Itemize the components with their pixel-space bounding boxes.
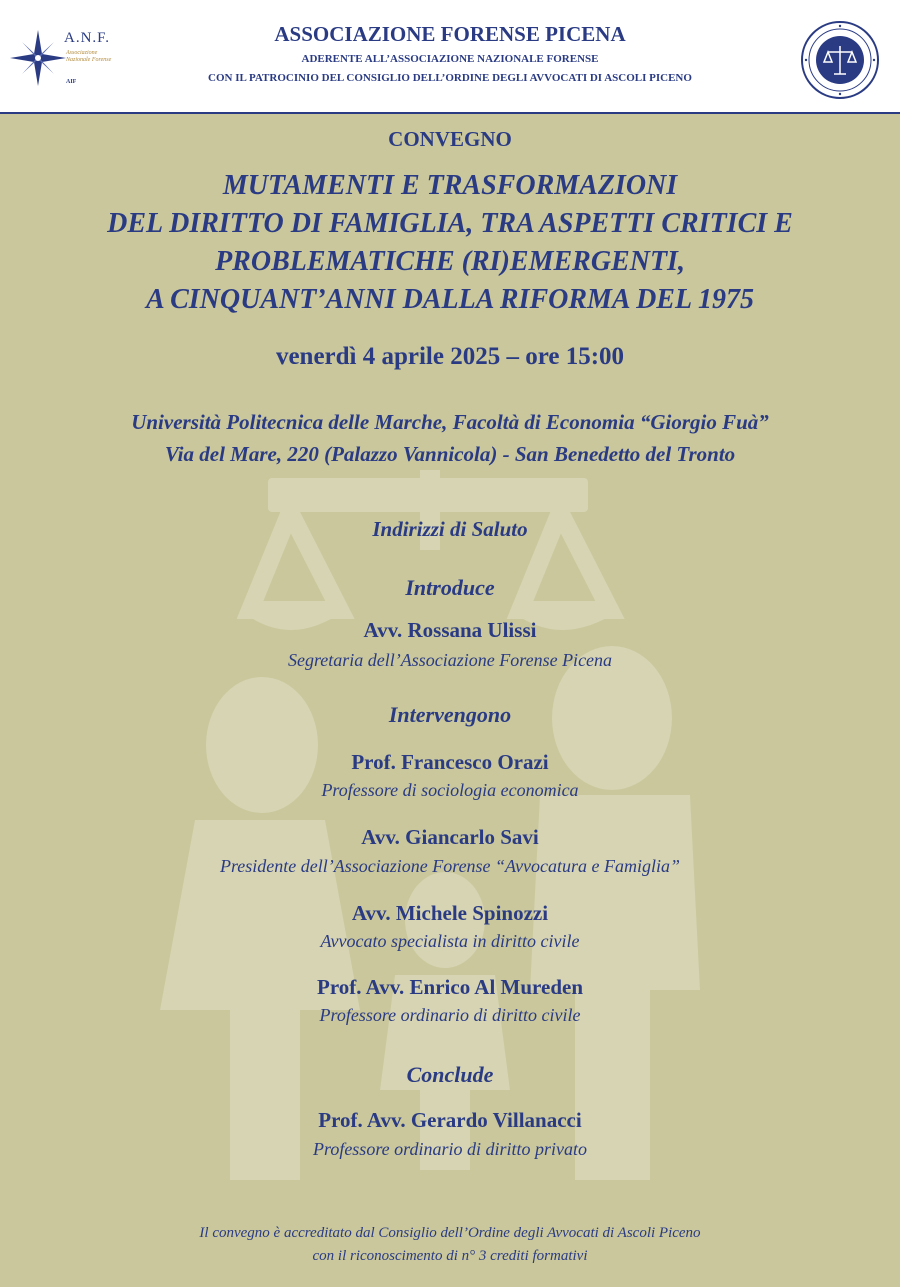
speaker-role: Presidente dell’Associazione Forense “Avvocatura e Famiglia” [219,856,681,876]
accreditation-line-2: con il riconoscimento di n° 3 crediti formativi [312,1248,588,1264]
speaker-role: Professore ordinario di diritto civile [319,1005,581,1025]
speaker-name: Prof. Avv. Enrico Al Mureden [317,975,583,999]
event-title-line-4: A CINQUANT’ANNI DALLA RIFORMA DEL 1975 [145,284,755,315]
speaker-role: Professore di sociologia economica [321,780,579,800]
header-line-2: CON IL PATROCINIO DEL CONSIGLIO DELL’ORDINE DEGLI AVVOCATI DI ASCOLI PICENO [208,72,692,84]
accreditation-line-1: Il convegno è accreditato dal Consiglio dell’Ordine degli Avvocati di Ascoli Piceno [199,1225,701,1241]
anf-logo-tag: AIF [66,79,77,85]
introduce-label: Introduce [405,575,495,600]
concluder-role: Professore ordinario di diritto privato [312,1139,587,1159]
anf-logo-text: A.N.F. [64,30,111,46]
event-title-line-1: MUTAMENTI E TRASFORMAZIONI [222,170,678,201]
speaker-role: Avvocato specialista in diritto civile [320,931,580,951]
header-bar [0,0,900,112]
venue-line-1: Università Politecnica delle Marche, Facoltà di Economia “Giorgio Fuà” [131,410,769,434]
event-date: venerdì 4 aprile 2025 – ore 15:00 [275,343,625,370]
header-divider [0,112,900,114]
event-title-line-2: DEL DIRITTO DI FAMIGLIA, TRA ASPETTI CRITICI E [107,208,793,239]
speaker-name: Avv. Michele Spinozzi [351,901,549,925]
venue-line-2: Via del Mare, 220 (Palazzo Vannicola) - San Benedetto del Tronto [164,442,736,466]
header-line-1: ADERENTE ALL’ASSOCIAZIONE NAZIONALE FORENSE [301,53,599,65]
anf-logo-subtitle: Associazione Nazionale Forense [66,50,112,63]
bar-council-seal-icon [800,20,880,100]
introducer-role: Segretaria dell’Associazione Forense Picena [287,650,613,670]
concluder-name: Prof. Avv. Gerardo Villanacci [318,1108,582,1132]
event-title-line-3: PROBLEMATICHE (RI)EMERGENTI, [215,246,685,277]
conclude-label: Conclude [406,1062,494,1087]
event-kind: CONVEGNO [388,127,512,151]
speaker-name: Avv. Giancarlo Savi [361,825,539,849]
greetings-label: Indirizzi di Saluto [372,517,528,541]
org-name: ASSOCIAZIONE FORENSE PICENA [274,22,626,46]
speakers-label: Intervengono [388,702,512,727]
introducer-name: Avv. Rossana Ulissi [363,618,537,642]
speaker-name: Prof. Francesco Orazi [351,750,549,774]
